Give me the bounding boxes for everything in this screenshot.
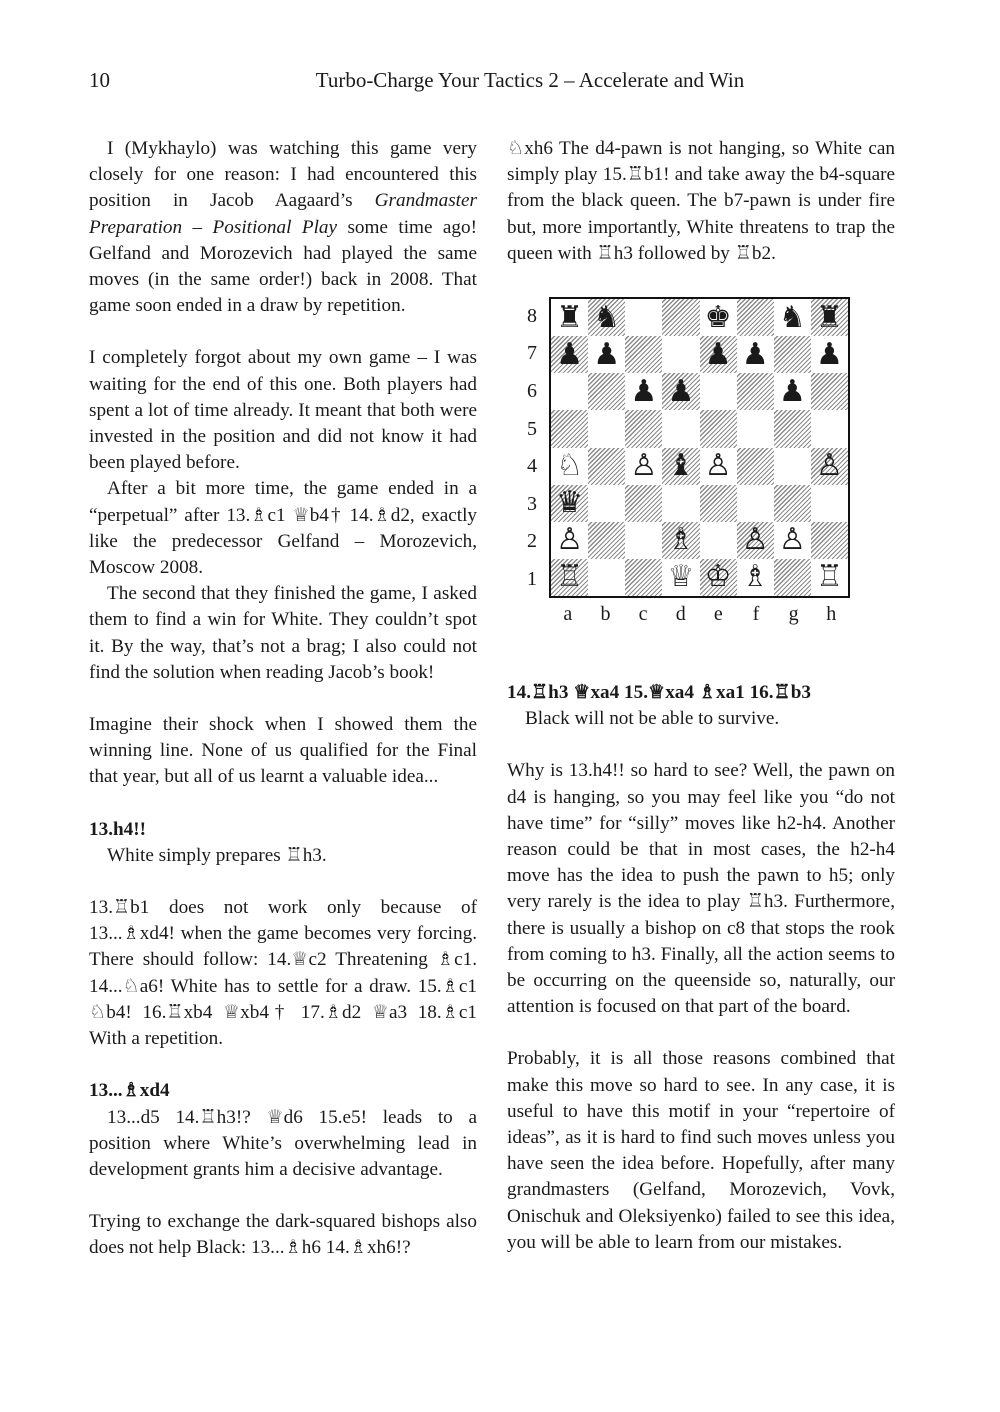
rank-label: 6 [527, 379, 537, 402]
square-a1 [551, 559, 588, 596]
square-a4 [551, 448, 588, 485]
square-e7 [700, 336, 737, 373]
square-a2 [551, 522, 588, 559]
running-header-title: Turbo-Charge Your Tactics 2 – Accelerate and Win [315, 68, 745, 92]
chess-piece-icon: ♙ [741, 522, 769, 558]
square-f7 [737, 336, 774, 373]
square-h2 [811, 522, 848, 559]
square-c8 [625, 299, 662, 336]
chess-piece-icon: ♟ [630, 373, 658, 409]
square-h3 [811, 485, 848, 522]
square-c2 [625, 522, 662, 559]
square-g4 [774, 448, 811, 485]
rank-label: 8 [527, 304, 537, 327]
chess-piece-icon: ♟ [704, 336, 732, 372]
square-c1 [625, 559, 662, 596]
square-b4 [588, 448, 625, 485]
paragraph-shock: Imagine their shock when I showed them the winning line. None of us qualified for the Final that year, but all of us learnt a valuable idea... [89, 714, 477, 788]
book-title-italic: Grandmaster Preparation – Positional Play [89, 190, 477, 238]
paragraph-not-survive: Black will not be able to survive. [525, 708, 780, 730]
square-d3 [662, 485, 699, 522]
file-label: h [826, 603, 837, 626]
file-label: c [638, 603, 648, 626]
chess-piece-icon: ♟ [667, 373, 695, 409]
file-label: f [752, 603, 760, 626]
chess-piece-icon: ♟ [593, 336, 621, 372]
move-line-14rh3: 14.♖h3 ♕xa4 15.♕xa4 ♗xa1 16.♖b3 [507, 682, 812, 704]
chess-piece-icon: ♝ [667, 448, 695, 484]
rank-label: 5 [527, 417, 537, 440]
square-h7 [811, 336, 848, 373]
square-g1 [774, 559, 811, 596]
chess-piece-icon: ♟ [815, 336, 843, 372]
square-f2 [737, 522, 774, 559]
square-e8 [700, 299, 737, 336]
square-b5 [588, 410, 625, 447]
paragraph-forgot: I completely forgot about my own game – I was waiting for the end of this one. Both players had spent a lot of time already. It meant that both were invested in the position and did not know it had been played before. [89, 347, 477, 474]
square-a6 [551, 373, 588, 410]
chess-piece-icon: ♞ [778, 299, 806, 335]
square-f4 [737, 448, 774, 485]
chess-piece-icon: ♙ [630, 448, 658, 484]
square-g6 [774, 373, 811, 410]
square-a7 [551, 336, 588, 373]
paragraph-d5-line: 13...d5 14.♖h3!? ♕d6 15.e5! leads to a position where White’s overwhelming lead in development grants him a decisive advantage. [89, 1106, 477, 1180]
square-g7 [774, 336, 811, 373]
square-b8 [588, 299, 625, 336]
paragraph-find-win: The second that they finished the game, I asked them to find a win for White. They couldn’t spot it. By the way, that’s not a brag; I also could not find the solution when reading Jacob’s book! [89, 583, 477, 683]
square-d8 [662, 299, 699, 336]
square-e4 [700, 448, 737, 485]
square-c5 [625, 410, 662, 447]
square-b7 [588, 336, 625, 373]
square-c3 [625, 485, 662, 522]
chess-piece-icon: ♞ [593, 299, 621, 335]
move-heading-13h4: 13.h4!! [89, 818, 147, 840]
square-d7 [662, 336, 699, 373]
rank-label: 4 [527, 455, 537, 478]
square-g8 [774, 299, 811, 336]
paragraph-perpetual: After a bit more time, the game ended in a “perpetual” after 13.♗c1 ♕b4† 14.♗d2, exactly like the predecessor Gelfand – Morozevich, Moscow 2008. [89, 478, 477, 579]
square-e1 [700, 559, 737, 596]
rank-label: 2 [527, 530, 537, 553]
square-e3 [700, 485, 737, 522]
square-c7 [625, 336, 662, 373]
square-b2 [588, 522, 625, 559]
paragraph-nxh6: ♘xh6 The d4-pawn is not hanging, so White can simply play 15.♖b1! and take away the b4-square from the black queen. The b7-pawn is under fire but, more importantly, White threatens to trap the queen with ♖h3 followed by ♖b2. [507, 138, 895, 264]
chess-piece-icon: ♙ [704, 448, 732, 484]
chess-diagram [507, 295, 895, 680]
file-label: b [600, 603, 611, 626]
chess-piece-icon: ♔ [704, 559, 732, 595]
square-g3 [774, 485, 811, 522]
chess-piece-icon: ♘ [556, 448, 584, 484]
square-f6 [737, 373, 774, 410]
paragraph-why-hard: Why is 13.h4!! so hard to see? Well, the pawn on d4 is hanging, so you may feel like you “do not have time” for “silly” moves like h2-h4. Another reason could be that in most cases, the h2-h4 move has the idea to push the pawn to h5; only very rarely is the idea to play ♖h3. Furthermore, there is usually a bishop on c8 that stops the rook from coming to h3. Finally, all the action seems to be occurring on the queenside so, naturally, our attention is focused on that part of the board. [507, 760, 895, 1018]
square-b3 [588, 485, 625, 522]
paragraph-prepares: White simply prepares ♖h3. [107, 844, 327, 866]
file-label: d [675, 603, 686, 626]
chess-piece-icon: ♟ [778, 373, 806, 409]
square-d1 [662, 559, 699, 596]
square-a8 [551, 299, 588, 336]
square-f5 [737, 410, 774, 447]
square-b1 [588, 559, 625, 596]
file-labels [549, 601, 850, 627]
chess-piece-icon: ♛ [556, 485, 584, 521]
paragraph-intro [89, 136, 477, 319]
chess-board [549, 297, 850, 598]
square-h6 [811, 373, 848, 410]
chess-piece-icon: ♙ [815, 448, 843, 484]
rank-label: 1 [527, 568, 537, 591]
chess-piece-icon: ♜ [556, 299, 584, 335]
intro-text-run: I (Mykhaylo) was watching this game very closely for one reason: I had encountered this position in Jacob Aagaard’s [89, 138, 477, 212]
file-label: a [563, 603, 573, 626]
chess-piece-icon: ♜ [815, 299, 843, 335]
square-d4 [662, 448, 699, 485]
square-f8 [737, 299, 774, 336]
rank-label: 3 [527, 492, 537, 515]
square-h5 [811, 410, 848, 447]
square-c6 [625, 373, 662, 410]
rank-label: 7 [527, 342, 537, 365]
chess-piece-icon: ♚ [704, 299, 732, 335]
chess-piece-icon: ♗ [741, 559, 769, 595]
square-d5 [662, 410, 699, 447]
square-h1 [811, 559, 848, 596]
square-a5 [551, 410, 588, 447]
move-heading-bxd4: 13...♗xd4 [89, 1080, 170, 1102]
square-h8 [811, 299, 848, 336]
chess-piece-icon: ♕ [667, 559, 695, 595]
page-number: 10 [89, 68, 110, 92]
chess-piece-icon: ♙ [778, 522, 806, 558]
left-column [89, 136, 477, 1262]
chess-piece-icon: ♗ [667, 522, 695, 558]
square-f1 [737, 559, 774, 596]
square-g5 [774, 410, 811, 447]
square-g2 [774, 522, 811, 559]
intro-text-run: some time ago! Gelfand and Morozevich had played the same moves (in the same order!) back in 2008. That game soon ended in a draw by repetition. [89, 216, 477, 317]
rank-labels [521, 297, 543, 598]
square-c4 [625, 448, 662, 485]
square-a3 [551, 485, 588, 522]
paragraph-reasons-combined: Probably, it is all those reasons combined that make this move so hard to see. In any case, it is useful to have this motif in your “repertoire of ideas”, as it is hard to find such moves unless you have seen the idea before. Hopefully, after many grandmasters (Gelfand, Morozevich, Vovk, Onischuk and Oleksiyenko) failed to see this idea, you will be able to learn from our mistakes. [507, 1048, 895, 1253]
square-d6 [662, 373, 699, 410]
square-e5 [700, 410, 737, 447]
right-column [507, 136, 895, 1256]
square-d2 [662, 522, 699, 559]
square-e2 [700, 522, 737, 559]
square-h4 [811, 448, 848, 485]
square-f3 [737, 485, 774, 522]
file-label: g [788, 603, 799, 626]
file-label: e [713, 603, 723, 626]
paragraph-rb1-line: 13.♖b1 does not work only because of 13...♗xd4! when the game becomes very forcing. There should follow: 14.♕c2 Threatening ♗c1. 14...♘a6! White has to settle for a draw. 15.♗c1 ♘b4! 16.♖xb4 ♕xb4† 17.♗d2 ♕a3 18.♗c1 With a repetition. [89, 897, 477, 1050]
square-e6 [700, 373, 737, 410]
square-b6 [588, 373, 625, 410]
chess-piece-icon: ♖ [556, 559, 584, 595]
chess-piece-icon: ♖ [815, 559, 843, 595]
chess-piece-icon: ♟ [556, 336, 584, 372]
chess-piece-icon: ♟ [741, 336, 769, 372]
paragraph-exchange-bishops: Trying to exchange the dark-squared bishops also does not help Black: 13...♗h6 14.♗xh6!? [89, 1211, 477, 1259]
chess-piece-icon: ♙ [556, 522, 584, 558]
